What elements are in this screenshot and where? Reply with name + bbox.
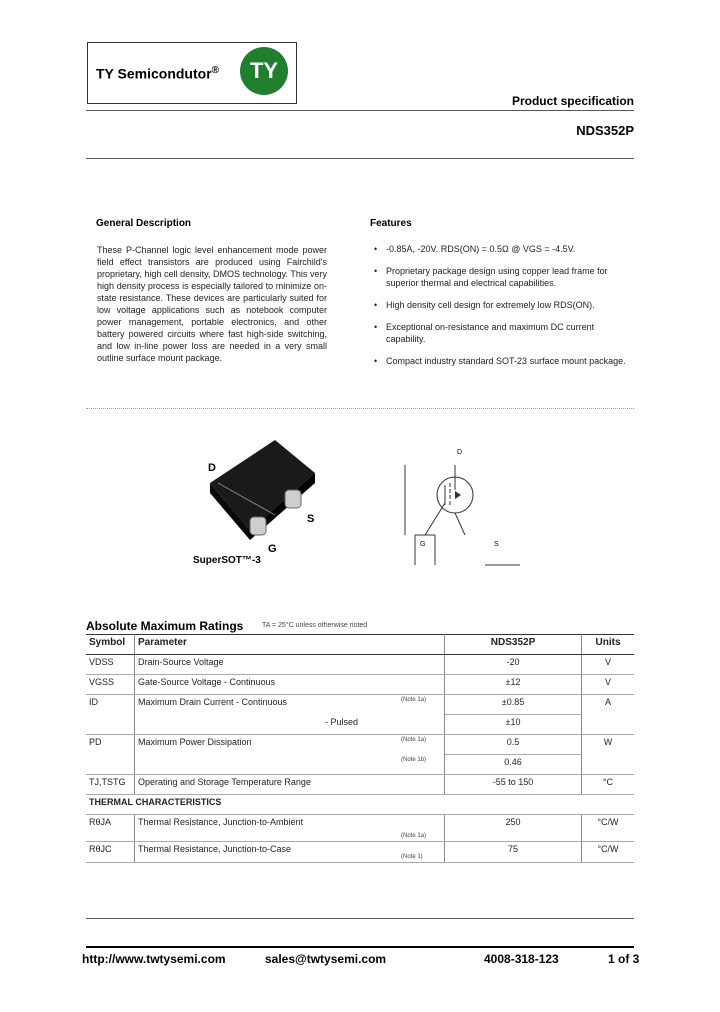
row-parameter: Thermal Resistance, Junction-to-Ambient [135,815,399,842]
table-row [86,735,634,755]
row-symbol: VGSS [86,675,135,695]
company-logo-box [87,42,297,104]
row-note: (Note 1a) [398,695,445,715]
package-body [210,440,315,530]
table-row [86,715,634,735]
row-parameter: Drain-Source Voltage [135,655,399,675]
row-symbol: VDSS [86,655,135,675]
table-row [86,695,634,715]
row-note: (Note 1) [398,842,445,863]
table-row [86,655,634,675]
row-parameter [135,755,399,775]
footer-email[interactable]: sales@twtysemi.com [265,952,387,966]
row-note: (Note 1a) [398,815,445,842]
row-note [398,675,445,695]
row-symbol: TJ,TSTG [86,775,135,795]
arrow-icon [455,491,461,499]
general-description-title: General Description [96,218,192,229]
row-value: -55 to 150 [445,775,582,795]
pin-s-label: S [307,513,315,525]
row-value: 250 [445,815,582,842]
table-row [86,775,634,795]
schem-d-label: D [457,449,463,456]
pin-d-label: D [208,462,216,474]
row-symbol: ID [86,695,135,715]
row-unit: °C/W [582,842,635,863]
row-parameter: Thermal Resistance, Junction-to-Case [135,842,399,863]
row-value: 0.46 [445,755,582,775]
row-unit [582,715,635,735]
table-header-row [86,635,634,655]
source-wire [455,513,465,535]
row-note [398,655,445,675]
brand-text: TY Semicondutor [96,65,212,82]
footer-url[interactable]: http://www.twtysemi.com [82,952,226,966]
row-unit: W [603,737,613,747]
row-parameter: Gate-Source Voltage - Continuous [135,675,399,695]
sot23-package-drawing [190,435,340,570]
lead-s [285,490,301,508]
thermal-title: THERMAL CHARACTERISTICS [86,795,634,815]
row-unit: V [582,655,635,675]
row-value: ±10 [445,715,582,735]
ratings-table [86,634,634,863]
features-list [372,243,632,377]
footer-phone: 4008-318-123 [484,952,559,966]
feature-item: • -0.85A, -20V. RDS(ON) = 0.5Ω @ VGS = -4.5V. [372,243,632,255]
row-symbol [86,755,135,775]
col-units: Units [582,635,635,655]
doc-type: Product specification [511,94,634,108]
row-symbol: PD [86,735,135,755]
divider [86,918,634,919]
thermal-title-row [86,795,634,815]
table-row [86,755,634,775]
divider [86,110,634,111]
table-row [86,815,634,842]
row-value: 75 [445,842,582,863]
row-unit: °C [582,775,635,795]
footer-divider [86,946,634,948]
row-symbol [86,715,135,735]
brand-name [96,65,219,82]
mosfet-schematic [395,445,525,570]
row-parameter: - Pulsed [135,715,399,735]
row-unit: V [582,675,635,695]
row-unit [582,755,635,775]
row-parameter: Operating and Storage Temperature Range [135,775,399,795]
row-unit: A [604,697,611,707]
row-value: -20 [445,655,582,675]
pin-g-label: G [268,543,277,555]
schem-s-label: S [494,541,499,548]
row-parameter: Maximum Power Dissipation [138,737,252,747]
row-note: (Note 1b) [398,755,445,775]
divider [86,158,634,159]
row-unit: °C/W [582,815,635,842]
row-value: ±12 [445,675,582,695]
row-value: ±0.85 [445,695,582,715]
col-parameter: Parameter [135,635,445,655]
feature-item: • Compact industry standard SOT-23 surface mount package. [372,355,632,367]
row-note: (Note 1a) [398,735,445,755]
row-value: 0.5 [445,735,582,755]
row-parameter: Maximum Drain Current - Continuous [138,697,288,707]
row-note [398,775,445,795]
lead-g [250,517,266,535]
registered-mark: ® [211,65,220,76]
row-symbol: RθJA [86,815,135,842]
row-symbol: RθJC [86,842,135,863]
features-title: Features [370,218,412,229]
package-name: SuperSOT™-3 [193,555,261,566]
gate-wire [425,503,445,535]
page-number: 1 of 3 [608,952,640,966]
feature-item: • Exceptional on-resistance and maximum DC current capability. [372,321,632,345]
dotted-divider [86,408,634,409]
part-number: NDS352P [576,123,634,138]
row-note [398,715,445,735]
feature-item: • Proprietary package design using copper lead frame for superior thermal and electrical capabilities. [372,265,632,289]
schem-g-label: G [420,541,426,548]
col-value: NDS352P [445,635,582,655]
ratings-title: Absolute Maximum Ratings [86,619,244,633]
table-row [86,842,634,863]
col-symbol: Symbol [86,635,135,655]
feature-item: • High density cell design for extremely low RDS(ON). [372,299,632,311]
table-row [86,675,634,695]
general-description-text: These P-Channel logic level enhancement mode power field effect transistors are produced using Fairchild's proprietary, high cell density, DMOS technology. This very high density process is especially tailored to minimize on-state resistance. These devices are particularly suited for low voltage applications such as notebook computer power management, portable electronics, and other battery powered circuits where fast high-side switching, and low in-line power loss are needed in a very small outline surface mount package. [97,245,327,363]
ratings-subtitle: TA = 25°C unless otherwise noted [262,622,368,629]
ty-logo-icon: TY [240,47,288,95]
